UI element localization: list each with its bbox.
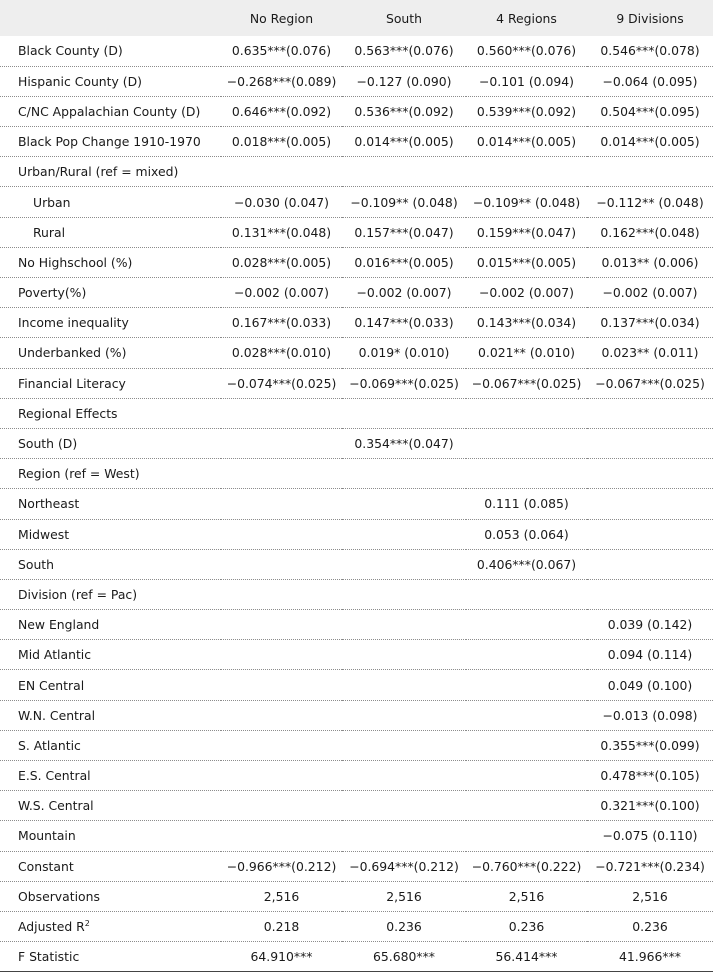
table-cell: 2,516	[587, 881, 713, 911]
table-cell	[466, 610, 587, 640]
row-label-text: C/NC Appalachian County (D)	[18, 103, 201, 119]
table-cell: 0.539***(0.092)	[466, 96, 587, 126]
table-cell: 2,516	[342, 881, 466, 911]
table-cell: 0.015***(0.005)	[466, 247, 587, 277]
table-cell	[466, 157, 587, 187]
table-cell	[342, 761, 466, 791]
table-cell: 0.094 (0.114)	[587, 640, 713, 670]
table-cell	[587, 428, 713, 458]
table-row	[0, 700, 713, 730]
table-cell: 0.028***(0.010)	[221, 338, 342, 368]
table-cell	[466, 730, 587, 760]
table-cell: 0.157***(0.047)	[342, 217, 466, 247]
row-label-text: Region (ref = West)	[18, 466, 140, 482]
table-cell	[587, 579, 713, 609]
table-cell: 0.236	[466, 911, 587, 941]
header-blank	[0, 0, 221, 36]
table-cell	[221, 791, 342, 821]
table-cell	[342, 610, 466, 640]
table-row	[0, 489, 713, 519]
table-cell	[221, 761, 342, 791]
table-cell	[587, 489, 713, 519]
table-cell: −0.002 (0.007)	[342, 278, 466, 308]
table-cell: 0.236	[342, 911, 466, 941]
row-label	[0, 66, 221, 96]
table-row	[0, 459, 713, 489]
table-body	[0, 36, 713, 972]
table-cell	[342, 489, 466, 519]
table-cell: 0.049 (0.100)	[587, 670, 713, 700]
table-cell: −0.760***(0.222)	[466, 851, 587, 881]
table-row	[0, 157, 713, 187]
table-cell	[466, 398, 587, 428]
table-cell	[342, 398, 466, 428]
table-cell: −0.966***(0.212)	[221, 851, 342, 881]
table-cell: 0.406***(0.067)	[466, 549, 587, 579]
table-cell: 0.018***(0.005)	[221, 127, 342, 157]
table-cell	[342, 157, 466, 187]
table-cell: 0.354***(0.047)	[342, 428, 466, 458]
row-label	[0, 730, 221, 760]
table-row	[0, 610, 713, 640]
table-cell: 0.536***(0.092)	[342, 96, 466, 126]
table-cell	[466, 761, 587, 791]
table-cell: −0.069***(0.025)	[342, 368, 466, 398]
table-cell	[342, 640, 466, 670]
row-label-text: W.N. Central	[18, 707, 96, 723]
table-cell: −0.101 (0.094)	[466, 66, 587, 96]
row-label	[0, 489, 221, 519]
table-row	[0, 36, 713, 66]
row-label	[0, 791, 221, 821]
table-cell: −0.002 (0.007)	[466, 278, 587, 308]
table-row	[0, 247, 713, 277]
row-label-text: Adjusted R	[18, 919, 85, 935]
row-label-text: Underbanked (%)	[18, 345, 127, 361]
table-cell	[587, 459, 713, 489]
header-no-region: No Region	[249, 10, 314, 26]
row-label	[0, 247, 221, 277]
table-cell: 2,516	[221, 881, 342, 911]
table-cell: 0.646***(0.092)	[221, 96, 342, 126]
row-label-text: EN Central	[18, 677, 85, 693]
row-label-text: Constant	[18, 858, 74, 874]
table-cell	[466, 791, 587, 821]
table-cell: 0.014***(0.005)	[587, 127, 713, 157]
table-cell	[342, 519, 466, 549]
table-cell	[466, 428, 587, 458]
table-cell: 0.560***(0.076)	[476, 43, 577, 59]
table-row	[0, 308, 713, 338]
row-label	[0, 187, 221, 217]
table-cell	[587, 549, 713, 579]
header-south: South	[385, 10, 422, 26]
table-cell: 0.321***(0.100)	[587, 791, 713, 821]
row-label	[0, 157, 221, 187]
table-cell: −0.075 (0.110)	[587, 821, 713, 851]
row-label-text: S. Atlantic	[18, 737, 81, 753]
table-cell: 0.019* (0.010)	[342, 338, 466, 368]
table-row	[0, 730, 713, 760]
table-row	[0, 66, 713, 96]
table-row	[0, 881, 713, 911]
table-cell	[342, 579, 466, 609]
row-label-text: Financial Literacy	[18, 375, 126, 391]
row-label-text: Northeast	[18, 496, 80, 512]
table-cell	[466, 579, 587, 609]
table-cell: 65.680***	[342, 942, 466, 972]
table-cell	[221, 489, 342, 519]
table-row	[0, 278, 713, 308]
table-cell	[221, 821, 342, 851]
table-row	[0, 519, 713, 549]
table-cell	[221, 610, 342, 640]
row-label	[0, 338, 221, 368]
table-cell: 2,516	[466, 881, 587, 911]
table-cell	[221, 157, 342, 187]
table-row	[0, 96, 713, 126]
table-row	[0, 791, 713, 821]
table-cell: −0.067***(0.025)	[466, 368, 587, 398]
table-cell: 0.563***(0.076)	[354, 43, 454, 59]
table-row	[0, 187, 713, 217]
table-cell	[342, 670, 466, 700]
table-cell: −0.064 (0.095)	[587, 66, 713, 96]
table-cell: 0.013** (0.006)	[587, 247, 713, 277]
table-cell	[466, 700, 587, 730]
table-cell	[221, 670, 342, 700]
row-label	[0, 217, 221, 247]
table-cell: 0.143***(0.034)	[466, 308, 587, 338]
row-label-text: Black Pop Change 1910-1970	[18, 134, 201, 150]
row-label-text: Midwest	[18, 526, 70, 542]
row-label	[0, 821, 221, 851]
table-cell: 0.218	[221, 911, 342, 941]
table-row	[0, 549, 713, 579]
table-cell: 0.162***(0.048)	[587, 217, 713, 247]
row-label-text: Observations	[18, 888, 100, 904]
table-cell	[466, 640, 587, 670]
header-4-regions: 4 Regions	[496, 10, 557, 26]
table-cell	[587, 519, 713, 549]
table-cell: −0.268***(0.089)	[221, 66, 342, 96]
table-row	[0, 579, 713, 609]
table-header	[0, 0, 713, 36]
table-cell: 0.028***(0.005)	[221, 247, 342, 277]
table-cell: −0.002 (0.007)	[221, 278, 342, 308]
table-row	[0, 217, 713, 247]
row-label-text: Mid Atlantic	[18, 647, 92, 663]
row-label-text: Division (ref = Pac)	[18, 586, 138, 602]
table-cell: −0.721***(0.234)	[587, 851, 713, 881]
table-cell	[221, 700, 342, 730]
row-label	[0, 700, 221, 730]
row-label	[0, 911, 221, 941]
table-row	[0, 428, 713, 458]
row-label-text: No Highschool (%)	[18, 254, 133, 270]
table-row	[0, 670, 713, 700]
table-cell: −0.694***(0.212)	[342, 851, 466, 881]
table-cell	[221, 640, 342, 670]
table-row	[0, 398, 713, 428]
row-label	[0, 881, 221, 911]
row-label	[0, 942, 221, 972]
table-cell: 0.111 (0.085)	[466, 489, 587, 519]
table-cell: 56.414***	[466, 942, 587, 972]
table-cell: 0.478***(0.105)	[587, 761, 713, 791]
row-label	[0, 96, 221, 126]
table-cell: 0.023** (0.011)	[587, 338, 713, 368]
table-row	[0, 911, 713, 941]
table-cell	[221, 579, 342, 609]
table-cell	[466, 821, 587, 851]
table-cell	[342, 549, 466, 579]
table-cell: 0.014***(0.005)	[466, 127, 587, 157]
table-cell: −0.112** (0.048)	[587, 187, 713, 217]
table-cell: 0.635***(0.076)	[231, 43, 332, 59]
table-cell: 0.053 (0.064)	[466, 519, 587, 549]
table-cell: 0.147***(0.033)	[342, 308, 466, 338]
row-label-text: Regional Effects	[18, 405, 118, 421]
table-cell	[221, 398, 342, 428]
table-cell: −0.002 (0.007)	[587, 278, 713, 308]
table-cell: 0.167***(0.033)	[221, 308, 342, 338]
row-label-text: Black County (D)	[18, 43, 123, 59]
table-cell	[221, 519, 342, 549]
row-label-text: New England	[18, 617, 100, 633]
table-cell	[221, 459, 342, 489]
table-cell	[342, 821, 466, 851]
table-cell	[466, 670, 587, 700]
table-cell: 0.159***(0.047)	[466, 217, 587, 247]
table-row	[0, 368, 713, 398]
row-label	[0, 549, 221, 579]
row-label	[0, 851, 221, 881]
row-label-text: Mountain	[18, 828, 76, 844]
table-row	[0, 127, 713, 157]
table-cell: −0.013 (0.098)	[587, 700, 713, 730]
table-cell: 0.021** (0.010)	[466, 338, 587, 368]
table-cell: 64.910***	[221, 942, 342, 972]
table-cell	[221, 428, 342, 458]
row-label-text: Hispanic County (D)	[18, 73, 142, 89]
row-label-text: F Statistic	[18, 949, 80, 965]
table-cell: 0.355***(0.099)	[587, 730, 713, 760]
row-label-text: Income inequality	[18, 315, 129, 331]
table-cell: 0.039 (0.142)	[587, 610, 713, 640]
row-label	[0, 579, 221, 609]
table-cell: 0.504***(0.095)	[587, 96, 713, 126]
table-cell	[221, 730, 342, 760]
table-cell	[466, 459, 587, 489]
row-label-text: Poverty(%)	[18, 285, 87, 301]
row-label	[0, 308, 221, 338]
table-row	[0, 640, 713, 670]
header-9-divisions: 9 Divisions	[616, 10, 684, 26]
table-cell	[221, 549, 342, 579]
row-label	[0, 670, 221, 700]
table-row	[0, 851, 713, 881]
table-cell	[342, 459, 466, 489]
table-cell: −0.067***(0.025)	[587, 368, 713, 398]
superscript: 2	[84, 918, 90, 928]
row-label	[0, 36, 221, 66]
row-label-text: W.S. Central	[18, 798, 94, 814]
row-label-text: E.S. Central	[18, 768, 91, 784]
row-label	[0, 278, 221, 308]
table-row	[0, 761, 713, 791]
table-cell	[342, 700, 466, 730]
row-label-text: Urban/Rural (ref = mixed)	[18, 164, 179, 180]
table-row	[0, 942, 713, 972]
table-row	[0, 338, 713, 368]
table-cell	[342, 791, 466, 821]
table-cell: −0.074***(0.025)	[221, 368, 342, 398]
table-row	[0, 821, 713, 851]
row-label	[0, 398, 221, 428]
row-label	[0, 127, 221, 157]
table-cell: 0.137***(0.034)	[587, 308, 713, 338]
table-cell: −0.030 (0.047)	[221, 187, 342, 217]
row-label-text: South	[18, 556, 55, 572]
table-cell	[587, 157, 713, 187]
row-label	[0, 519, 221, 549]
row-label	[0, 368, 221, 398]
table-cell: −0.127 (0.090)	[342, 66, 466, 96]
row-label	[0, 761, 221, 791]
table-cell	[587, 398, 713, 428]
table-cell	[342, 730, 466, 760]
row-label	[0, 640, 221, 670]
table-cell: 0.236	[587, 911, 713, 941]
row-label-text: Rural	[33, 224, 66, 240]
row-label-text: Urban	[33, 194, 71, 210]
row-label	[0, 459, 221, 489]
row-label-text: South (D)	[18, 436, 78, 452]
row-label	[0, 428, 221, 458]
row-label	[0, 610, 221, 640]
table-cell: 0.546***(0.078)	[600, 43, 700, 59]
table-cell: 41.966***	[587, 942, 713, 972]
table-cell: 0.014***(0.005)	[342, 127, 466, 157]
table-cell: −0.109** (0.048)	[466, 187, 587, 217]
table-cell: −0.109** (0.048)	[342, 187, 466, 217]
table-cell: 0.131***(0.048)	[221, 217, 342, 247]
table-cell: 0.016***(0.005)	[342, 247, 466, 277]
